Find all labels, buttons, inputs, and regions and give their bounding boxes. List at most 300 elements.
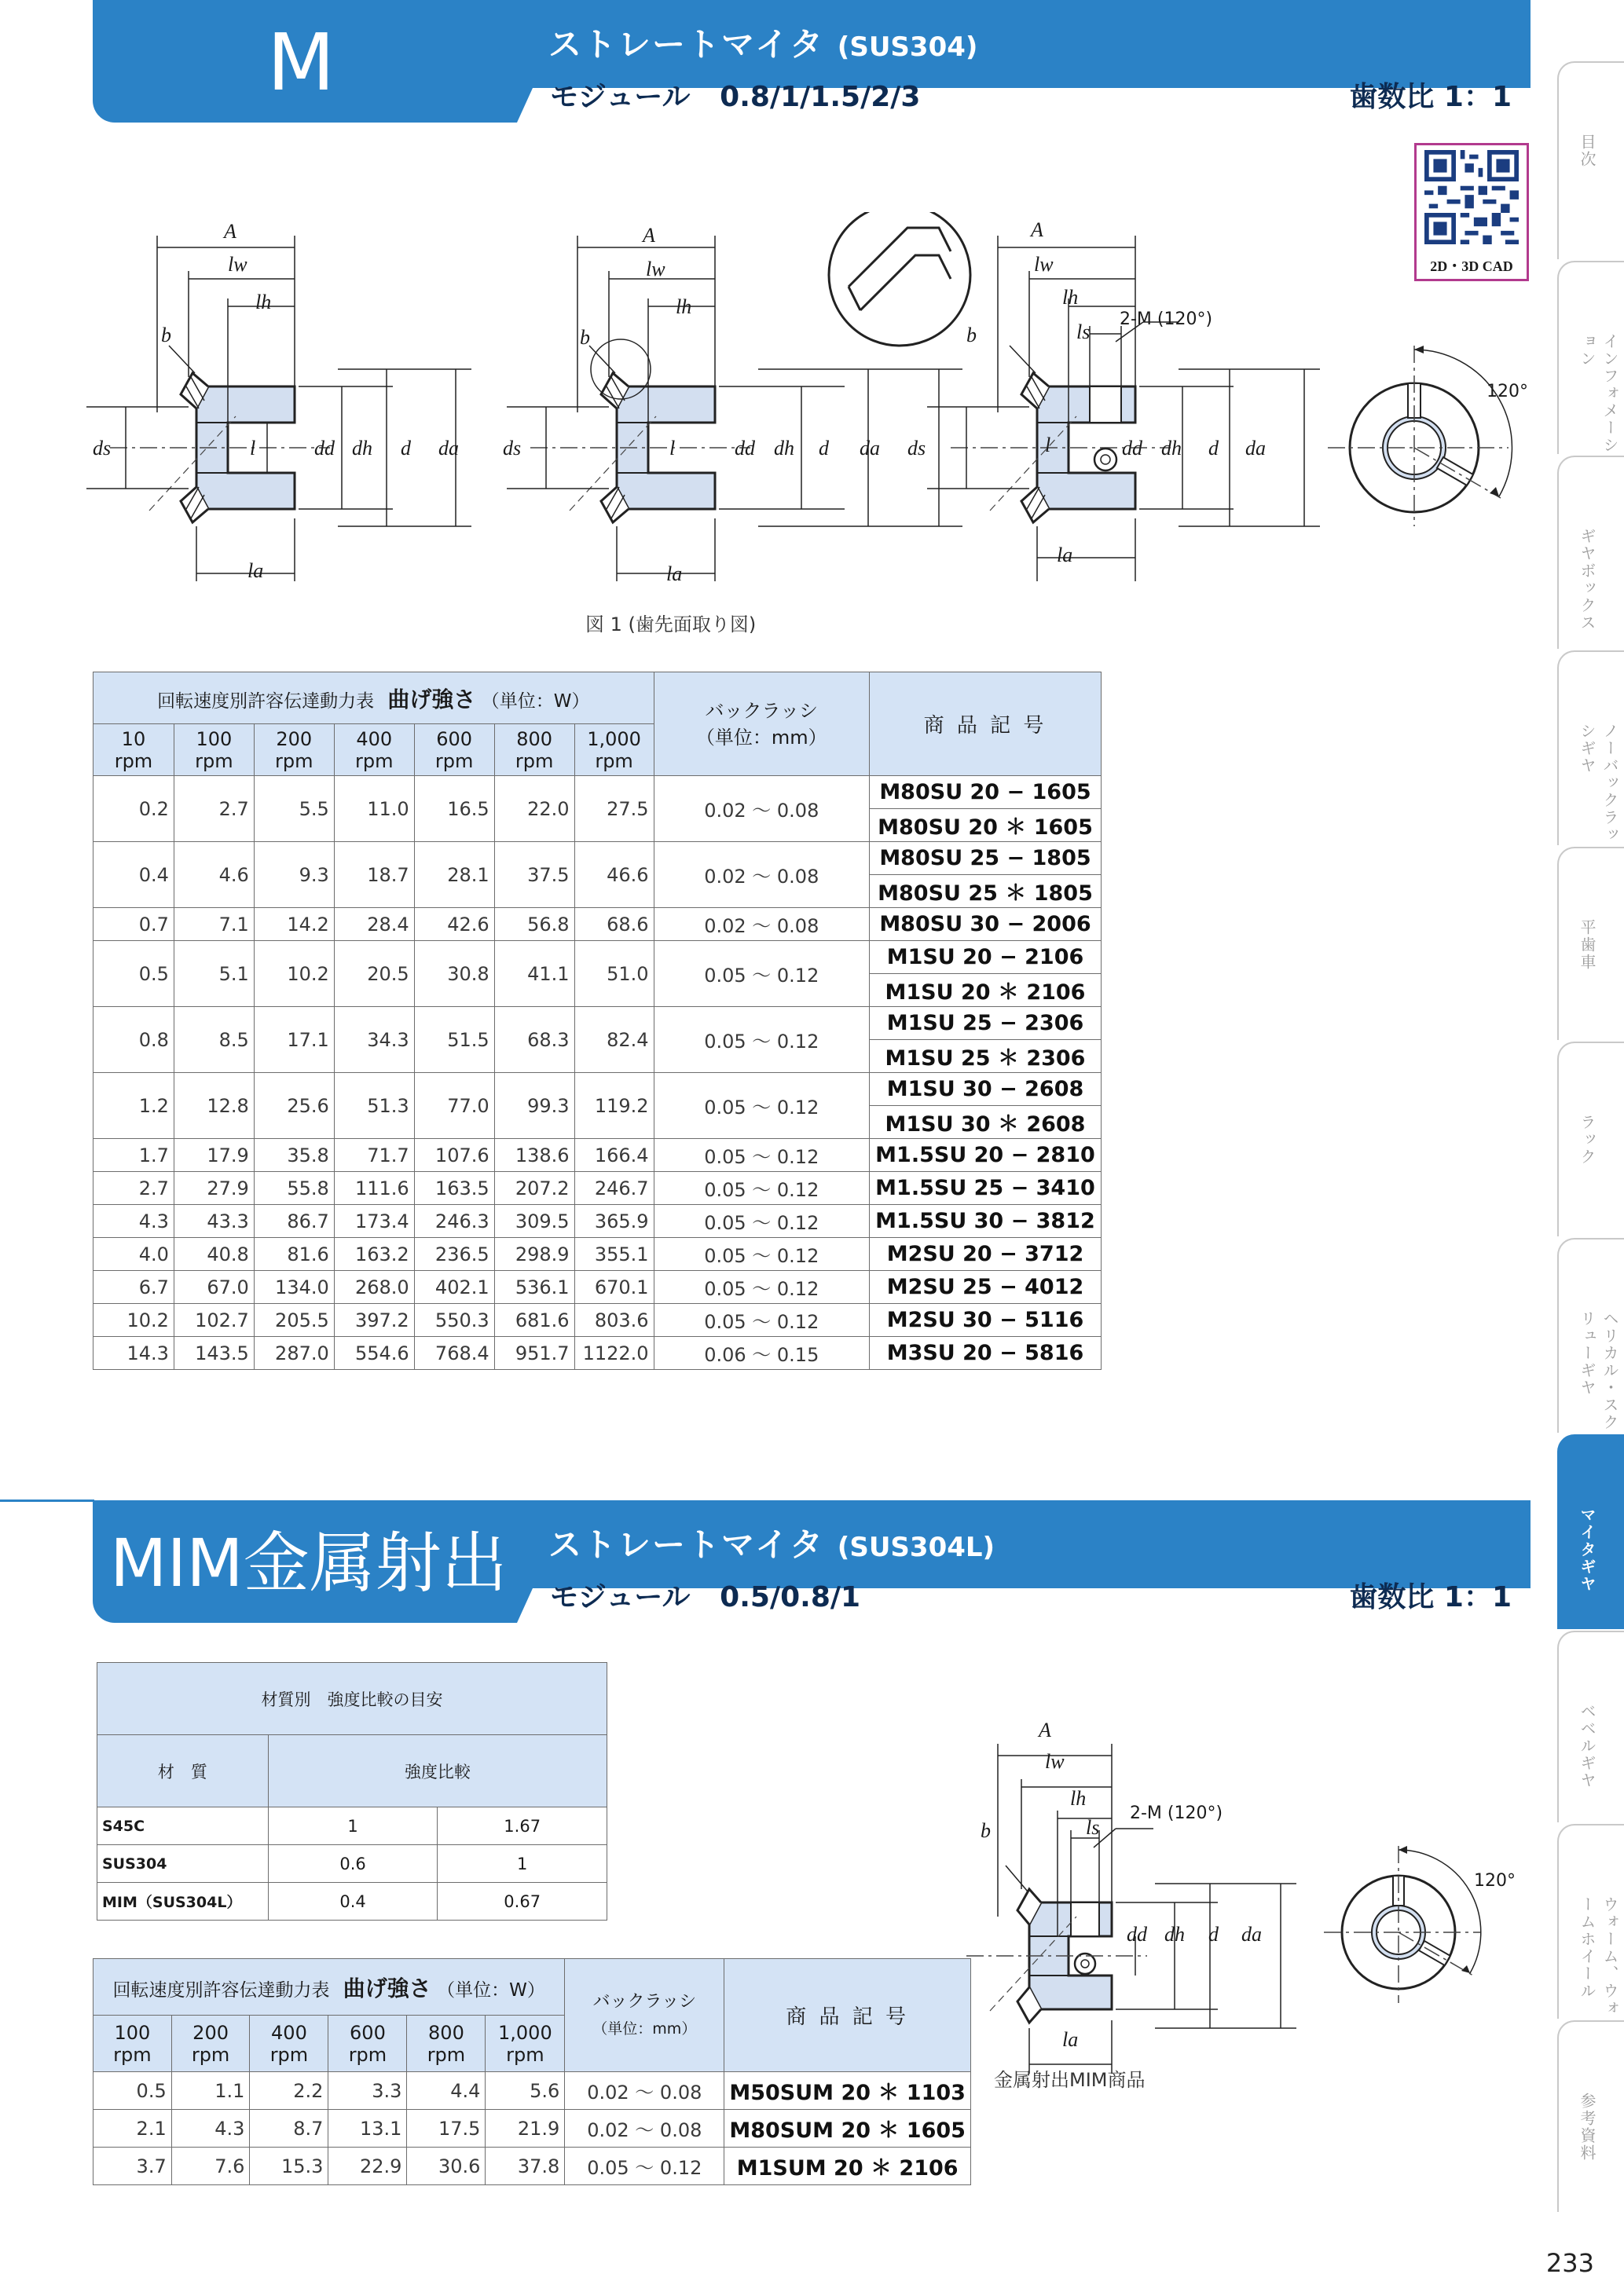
- power-value: 15.3: [250, 2148, 328, 2185]
- side-tab[interactable]: [1557, 61, 1624, 259]
- rpm-value: 800: [516, 727, 553, 750]
- power-value: 163.5: [414, 1172, 494, 1205]
- section2-power-table: [93, 1958, 971, 2185]
- rpm-unit: rpm: [191, 2043, 230, 2066]
- dim-ls-mim: ls: [1086, 1816, 1100, 1839]
- power-value: 951.7: [494, 1337, 574, 1370]
- dim-ds-2: ds: [503, 437, 522, 460]
- dim-angle-mim: 120°: [1474, 1871, 1516, 1891]
- power-value: 246.7: [574, 1172, 654, 1205]
- table-row: [97, 1807, 607, 1845]
- power-value: 43.3: [174, 1205, 254, 1238]
- section2-badge: MIM金属射出: [110, 1525, 508, 1602]
- backlash-value: 0.05 ～ 0.12: [654, 1007, 869, 1073]
- product-code: M1.5SU 25 − 3410: [869, 1172, 1101, 1205]
- dim-d-3: d: [1208, 437, 1219, 460]
- s2-group-header: [93, 1959, 565, 2016]
- dim-la-2: la: [666, 562, 683, 585]
- power-value: 536.1: [494, 1271, 574, 1304]
- table-row: [97, 1883, 607, 1921]
- power-value: 8.5: [174, 1007, 254, 1073]
- rpm-value: 100: [114, 2021, 151, 2044]
- power-value: 681.6: [494, 1304, 574, 1337]
- product-code: M1.5SU 20 − 2810: [869, 1139, 1101, 1172]
- s2-backlash-title: バックラッシ: [592, 1991, 697, 2012]
- power-value: 2.7: [93, 1172, 174, 1205]
- power-value: 134.0: [254, 1271, 334, 1304]
- s1-backlash-header: [654, 672, 869, 776]
- dim-lh-2: lh: [676, 295, 692, 318]
- dim-ds-3: ds: [907, 437, 926, 460]
- dim-d-mim: d: [1208, 1923, 1219, 1946]
- s1-group-header: [93, 672, 654, 724]
- dim-da-2: da: [860, 437, 880, 460]
- power-value: 205.5: [254, 1304, 334, 1337]
- material-comparison-table: [97, 1662, 607, 1921]
- s2-backlash-header: [565, 1959, 724, 2072]
- s1-backlash-title: バックラッシ: [705, 699, 819, 722]
- s1-backlash-unit: （単位：mm）: [695, 726, 827, 749]
- section1-module: [550, 75, 920, 115]
- power-value: 68.6: [574, 908, 654, 941]
- rpm-value: 800: [428, 2021, 464, 2044]
- rpm-value: 200: [276, 727, 313, 750]
- s1-group-header-unit: （単位：W）: [481, 690, 590, 712]
- side-tab-label: インフォメーション: [1578, 333, 1619, 454]
- dim-dh-1: dh: [352, 437, 372, 460]
- power-value: 37.8: [486, 2148, 565, 2185]
- dim-b-1: b: [161, 324, 171, 346]
- s2-group-header-unit: （単位：W）: [437, 1979, 545, 2001]
- side-tab-label: ヘリカル・スクリューギヤ: [1578, 1310, 1619, 1431]
- section1-figure-caption: 図 1 (歯先面取り図): [585, 613, 757, 635]
- section2-drawings: [927, 1720, 1556, 2082]
- s1-group-header-text: 回転速度別許容伝達動力表: [157, 690, 375, 712]
- material-name: MIM（SUS304L）: [97, 1883, 269, 1921]
- side-tab-label: 参考資料: [1578, 2093, 1597, 2162]
- backlash-value: 0.05 ～ 0.12: [654, 1172, 869, 1205]
- rpm-value: 600: [436, 727, 473, 750]
- material-name: SUS304: [97, 1845, 269, 1883]
- section2-divider-line: [0, 1500, 94, 1502]
- power-value: 12.8: [174, 1073, 254, 1139]
- power-value: 1.2: [93, 1073, 174, 1139]
- power-value: 803.6: [574, 1304, 654, 1337]
- side-tab[interactable]: [1557, 261, 1624, 454]
- rpm-header: [574, 724, 654, 776]
- section2-module: [550, 1575, 860, 1615]
- backlash-value: 0.02 ～ 0.08: [565, 2072, 724, 2110]
- power-value: 18.7: [334, 842, 414, 908]
- product-code: M3SU 20 − 5816: [869, 1337, 1101, 1370]
- power-value: 40.8: [174, 1238, 254, 1271]
- dim-lw-2: lw: [646, 258, 665, 280]
- power-value: 554.6: [334, 1337, 414, 1370]
- backlash-value: 0.05 ～ 0.12: [654, 1205, 869, 1238]
- section2-banner: [93, 1500, 1531, 1623]
- side-tab[interactable]: [1557, 1824, 1624, 2019]
- dim-lh-mim: lh: [1070, 1787, 1087, 1810]
- dim-lw-3: lw: [1034, 253, 1054, 276]
- strength-value: 0.6: [268, 1845, 438, 1883]
- product-code: M1SUM 20 ＊ 2106: [724, 2148, 971, 2185]
- product-code: M2SU 25 − 4012: [869, 1271, 1101, 1304]
- table-row: [93, 2148, 971, 2185]
- power-value: 670.1: [574, 1271, 654, 1304]
- section1-title: [548, 19, 977, 66]
- strength-value: 1.67: [438, 1807, 607, 1845]
- dim-da-1: da: [438, 437, 459, 460]
- s2-group-header-bold: 曲げ強さ: [343, 1975, 431, 2001]
- backlash-value: 0.05 ～ 0.12: [654, 1139, 869, 1172]
- rpm-unit: rpm: [348, 2043, 387, 2066]
- dim-ds-1: ds: [93, 437, 112, 460]
- power-value: 30.6: [407, 2148, 486, 2185]
- table-row: [93, 1139, 1102, 1172]
- backlash-value: 0.02 ～ 0.08: [654, 908, 869, 941]
- power-value: 8.7: [250, 2110, 328, 2148]
- power-value: 768.4: [414, 1337, 494, 1370]
- dim-dd-mim: dd: [1127, 1923, 1147, 1946]
- power-value: 34.3: [334, 1007, 414, 1073]
- power-value: 7.6: [171, 2148, 250, 2185]
- dim-la-1: la: [247, 559, 264, 582]
- power-value: 0.5: [93, 2072, 172, 2110]
- dim-dh-3: dh: [1161, 437, 1182, 460]
- power-value: 99.3: [494, 1073, 574, 1139]
- power-value: 166.4: [574, 1139, 654, 1172]
- power-value: 37.5: [494, 842, 574, 908]
- dim-lh-1: lh: [255, 291, 272, 313]
- power-value: 268.0: [334, 1271, 414, 1304]
- power-value: 236.5: [414, 1238, 494, 1271]
- side-tab-label: ノーバックラッシギヤ: [1578, 723, 1619, 844]
- section2-title-text: ストレートマイタ: [548, 1525, 825, 1564]
- power-value: 298.9: [494, 1238, 574, 1271]
- dim-dd-1: dd: [314, 437, 335, 460]
- rpm-unit: rpm: [195, 749, 233, 772]
- rpm-value: 400: [356, 727, 393, 750]
- dim-A-2: A: [643, 224, 655, 247]
- power-value: 17.9: [174, 1139, 254, 1172]
- dim-d-1: d: [401, 437, 411, 460]
- power-value: 14.3: [93, 1337, 174, 1370]
- section2-figure-caption: 金属射出MIM商品: [994, 2069, 1146, 2091]
- product-code: M80SU 25 ＊ 1805: [869, 875, 1101, 908]
- power-value: 51.5: [414, 1007, 494, 1073]
- power-value: 51.3: [334, 1073, 414, 1139]
- table-row: [93, 1304, 1102, 1337]
- section1-material: (SUS304): [837, 31, 978, 63]
- power-value: 2.7: [174, 776, 254, 842]
- rpm-value: 10: [121, 727, 146, 750]
- gear-drawing-3: [927, 236, 1320, 581]
- dim-A-mim: A: [1039, 1719, 1051, 1741]
- power-value: 365.9: [574, 1205, 654, 1238]
- rpm-unit: rpm: [515, 749, 554, 772]
- side-tab-label: 平歯車: [1578, 919, 1597, 971]
- backlash-value: 0.02 ～ 0.08: [565, 2110, 724, 2148]
- product-code: M1SU 20 ＊ 2106: [869, 974, 1101, 1007]
- side-tab[interactable]: [1557, 1631, 1624, 1822]
- table-row: [93, 2072, 971, 2110]
- rpm-value: 400: [271, 2021, 307, 2044]
- power-value: 550.3: [414, 1304, 494, 1337]
- product-code: M1SU 20 − 2106: [869, 941, 1101, 974]
- power-value: 51.0: [574, 941, 654, 1007]
- table-row: [97, 1845, 607, 1883]
- rpm-unit: rpm: [275, 749, 313, 772]
- section2-title: [548, 1519, 995, 1566]
- power-value: 287.0: [254, 1337, 334, 1370]
- rpm-header: [334, 724, 414, 776]
- dim-b-2: b: [580, 326, 590, 349]
- power-value: 68.3: [494, 1007, 574, 1073]
- dim-lh-3: lh: [1062, 286, 1079, 309]
- power-value: 35.8: [254, 1139, 334, 1172]
- s1-group-header-bold: 曲げ強さ: [387, 686, 476, 712]
- strength-col-header: 強度比較: [268, 1735, 607, 1807]
- material-name: S45C: [97, 1807, 269, 1845]
- power-value: 30.8: [414, 941, 494, 1007]
- rpm-header: [93, 2016, 172, 2072]
- dim-lw-1: lw: [228, 253, 247, 276]
- power-value: 16.5: [414, 776, 494, 842]
- power-value: 246.3: [414, 1205, 494, 1238]
- power-value: 17.5: [407, 2110, 486, 2148]
- side-tab[interactable]: [1557, 1042, 1624, 1236]
- product-code: M1SU 30 − 2608: [869, 1073, 1101, 1106]
- rpm-unit: rpm: [269, 2043, 309, 2066]
- side-tab-label: 目次: [1578, 134, 1597, 168]
- section1-banner: [93, 0, 1531, 123]
- strength-value: 1: [438, 1845, 607, 1883]
- side-tab[interactable]: [1557, 456, 1624, 649]
- dim-A-1: A: [224, 220, 236, 243]
- rpm-unit: rpm: [595, 749, 633, 772]
- section1-title-text: ストレートマイタ: [548, 25, 825, 64]
- power-value: 46.6: [574, 842, 654, 908]
- rpm-header: [486, 2016, 565, 2072]
- product-code: M1.5SU 30 − 3812: [869, 1205, 1101, 1238]
- power-value: 71.7: [334, 1139, 414, 1172]
- dim-l-2: l: [669, 437, 676, 460]
- section1-subbar-slant: [517, 88, 533, 123]
- dim-l-1: l: [250, 437, 256, 460]
- power-value: 138.6: [494, 1139, 574, 1172]
- power-value: 11.0: [334, 776, 414, 842]
- section2-module-label: モジュール: [550, 1581, 691, 1613]
- dim-A-3: A: [1031, 218, 1043, 241]
- power-value: 4.6: [174, 842, 254, 908]
- rpm-header: [250, 2016, 328, 2072]
- rpm-value: 1,000: [498, 2021, 552, 2044]
- power-value: 13.1: [328, 2110, 407, 2148]
- product-code: M2SU 20 − 3712: [869, 1238, 1101, 1271]
- side-tab[interactable]: [1557, 1238, 1624, 1433]
- power-value: 28.4: [334, 908, 414, 941]
- table-row: [93, 1238, 1102, 1271]
- dim-da-3: da: [1245, 437, 1266, 460]
- dim-b-3: b: [966, 324, 977, 346]
- s2-code-header: 商 品 記 号: [724, 1959, 971, 2072]
- power-value: 4.3: [93, 1205, 174, 1238]
- product-code: M1SU 25 ＊ 2306: [869, 1040, 1101, 1073]
- s1-code-header: 商 品 記 号: [869, 672, 1101, 776]
- rpm-header: [174, 724, 254, 776]
- power-value: 163.2: [334, 1238, 414, 1271]
- power-value: 10.2: [254, 941, 334, 1007]
- side-tab[interactable]: [1557, 2020, 1624, 2212]
- power-value: 3.7: [93, 2148, 172, 2185]
- backlash-value: 0.06 ～ 0.15: [654, 1337, 869, 1370]
- power-value: 102.7: [174, 1304, 254, 1337]
- strength-value: 0.4: [268, 1883, 438, 1921]
- dim-dd-2: dd: [735, 437, 755, 460]
- dim-angle-1: 120°: [1487, 382, 1528, 401]
- dim-la-mim: la: [1062, 2028, 1079, 2051]
- backlash-value: 0.05 ～ 0.12: [654, 941, 869, 1007]
- product-code: M50SUM 20 ＊ 1103: [724, 2072, 971, 2110]
- power-value: 4.4: [407, 2072, 486, 2110]
- dim-da-mim: da: [1241, 1923, 1262, 1946]
- backlash-value: 0.02 ～ 0.08: [654, 842, 869, 908]
- rpm-unit: rpm: [354, 749, 394, 772]
- backlash-value: 0.05 ～ 0.12: [654, 1073, 869, 1139]
- side-tab-label: ラック: [1578, 1114, 1597, 1166]
- power-value: 56.8: [494, 908, 574, 941]
- rpm-value: 600: [350, 2021, 386, 2044]
- power-value: 107.6: [414, 1139, 494, 1172]
- power-value: 81.6: [254, 1238, 334, 1271]
- power-value: 0.2: [93, 776, 174, 842]
- strength-value: 1: [268, 1807, 438, 1845]
- section2-subbar-slant: [517, 1588, 533, 1623]
- power-value: 22.9: [328, 2148, 407, 2185]
- rpm-unit: rpm: [114, 749, 153, 772]
- power-value: 22.0: [494, 776, 574, 842]
- dim-d-2: d: [819, 437, 829, 460]
- section2-ratio: 歯数比 1：1: [1349, 1581, 1512, 1613]
- rpm-header: [328, 2016, 407, 2072]
- power-value: 41.1: [494, 941, 574, 1007]
- power-value: 309.5: [494, 1205, 574, 1238]
- power-value: 4.3: [171, 2110, 250, 2148]
- product-code: M1SU 25 − 2306: [869, 1007, 1101, 1040]
- rpm-unit: rpm: [427, 2043, 466, 2066]
- power-value: 119.2: [574, 1073, 654, 1139]
- power-value: 6.7: [93, 1271, 174, 1304]
- dim-lw-mim: lw: [1045, 1750, 1065, 1773]
- backlash-value: 0.05 ～ 0.12: [565, 2148, 724, 2185]
- section1-module-values: 0.8/1/1.5/2/3: [720, 81, 921, 113]
- power-value: 143.5: [174, 1337, 254, 1370]
- power-value: 17.1: [254, 1007, 334, 1073]
- power-value: 14.2: [254, 908, 334, 941]
- power-value: 5.6: [486, 2072, 565, 2110]
- side-tab-label: ベベルギヤ: [1578, 1703, 1597, 1789]
- dim-ls-3: ls: [1076, 320, 1091, 343]
- power-value: 0.5: [93, 941, 174, 1007]
- power-value: 28.1: [414, 842, 494, 908]
- dim-dh-2: dh: [774, 437, 794, 460]
- dim-screw-mim: 2-M (120°): [1130, 1803, 1223, 1823]
- page-number: 233: [1545, 2248, 1594, 2278]
- power-value: 111.6: [334, 1172, 414, 1205]
- power-value: 0.8: [93, 1007, 174, 1073]
- power-value: 0.4: [93, 842, 174, 908]
- section2-module-values: 0.5/0.8/1: [720, 1581, 861, 1613]
- table-row: [93, 1172, 1102, 1205]
- backlash-value: 0.05 ～ 0.12: [654, 1238, 869, 1271]
- product-code: M80SU 20 ＊ 1605: [869, 809, 1101, 842]
- gear-end-view-1: [1328, 346, 1512, 526]
- rpm-value: 200: [192, 2021, 229, 2044]
- power-value: 397.2: [334, 1304, 414, 1337]
- table-row: [93, 1007, 1102, 1040]
- section2-material: (SUS304L): [837, 1532, 995, 1563]
- side-tab-label: ギヤボックス: [1578, 528, 1597, 632]
- backlash-value: 0.05 ～ 0.12: [654, 1271, 869, 1304]
- product-code: M80SU 30 − 2006: [869, 908, 1101, 941]
- rpm-header: [171, 2016, 250, 2072]
- side-tab-label: ウォーム、ウォームホイール: [1578, 1896, 1619, 2017]
- dim-b-mim: b: [981, 1819, 991, 1842]
- qr-label: 2D・3D CAD: [1430, 258, 1513, 274]
- rpm-unit: rpm: [113, 2043, 152, 2066]
- product-code: M80SU 20 − 1605: [869, 776, 1101, 809]
- rpm-value: 100: [196, 727, 233, 750]
- power-value: 25.6: [254, 1073, 334, 1139]
- power-value: 5.1: [174, 941, 254, 1007]
- table-row: [93, 941, 1102, 974]
- side-tab[interactable]: [1557, 1434, 1624, 1629]
- product-code: M80SU 25 − 1805: [869, 842, 1101, 875]
- mim-gear-drawing: [966, 1744, 1296, 2074]
- power-value: 1.1: [171, 2072, 250, 2110]
- rpm-header: [93, 724, 174, 776]
- backlash-value: 0.05 ～ 0.12: [654, 1304, 869, 1337]
- gear-drawing-1: [86, 236, 471, 581]
- rpm-header: [494, 724, 574, 776]
- table-row: [93, 776, 1102, 809]
- power-value: 77.0: [414, 1073, 494, 1139]
- table-row: [93, 1073, 1102, 1106]
- product-code: M1SU 30 ＊ 2608: [869, 1106, 1101, 1139]
- rpm-header: [407, 2016, 486, 2072]
- dim-dh-mim: dh: [1164, 1923, 1185, 1946]
- section1-ratio: 歯数比 1：1: [1349, 81, 1512, 113]
- s2-backlash-unit: （単位：mm）: [592, 2020, 697, 2038]
- gear-drawing-2: [507, 212, 970, 581]
- power-value: 1.7: [93, 1139, 174, 1172]
- section1-module-label: モジュール: [550, 81, 691, 113]
- strength-value: 0.67: [438, 1883, 607, 1921]
- s2-group-header-text: 回転速度別許容伝達動力表: [112, 1979, 330, 2001]
- material-col-header: 材 質: [97, 1735, 269, 1807]
- section1-drawings: [79, 212, 1571, 605]
- power-value: 355.1: [574, 1238, 654, 1271]
- power-value: 5.5: [254, 776, 334, 842]
- power-value: 3.3: [328, 2072, 407, 2110]
- dim-dd-3: dd: [1122, 437, 1142, 460]
- side-tab[interactable]: [1557, 650, 1624, 845]
- side-tab[interactable]: [1557, 847, 1624, 1040]
- power-value: 20.5: [334, 941, 414, 1007]
- rpm-header: [254, 724, 334, 776]
- power-value: 173.4: [334, 1205, 414, 1238]
- table-row: [93, 1271, 1102, 1304]
